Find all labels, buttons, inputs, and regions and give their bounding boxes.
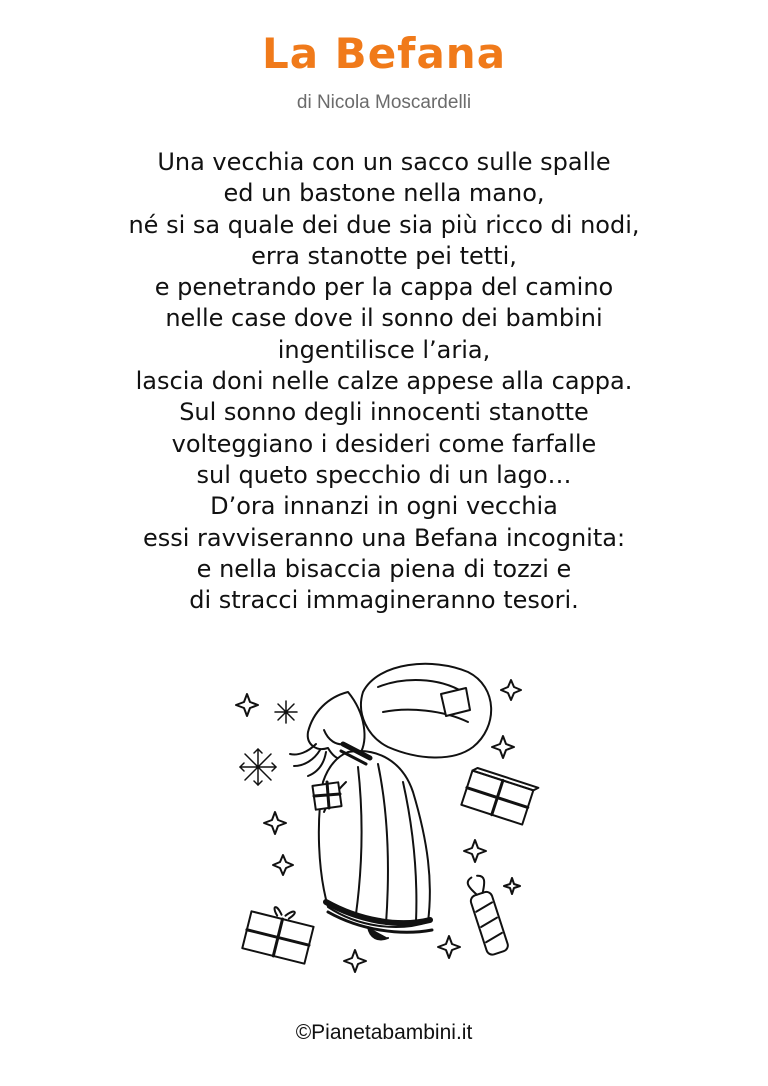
poem-author: di Nicola Moscardelli bbox=[296, 92, 472, 113]
poem-line: erra stanotte pei tetti, bbox=[251, 241, 517, 270]
poem-line: e nella bisaccia piena di tozzi e bbox=[196, 554, 572, 583]
poem-line: e penetrando per la cappa del camino bbox=[154, 273, 614, 302]
poem-body bbox=[0, 147, 768, 616]
poem-line: Una vecchia con un sacco sulle spalle bbox=[157, 148, 611, 176]
poem-line: di stracci immagineranno tesori. bbox=[189, 586, 579, 615]
befana-flying-icon bbox=[228, 652, 548, 982]
poem-line: lascia doni nelle calze appese alla cappa. bbox=[135, 367, 633, 396]
poem-line: D’ora innanzi in ogni vecchia bbox=[210, 492, 558, 521]
poem-line: ingentilisce l’aria, bbox=[277, 335, 491, 364]
poem-line: sul queto specchio di un lago… bbox=[196, 460, 572, 489]
poem-title: La Befana bbox=[261, 29, 507, 78]
poem-line: Sul sonno degli innocenti stanotte bbox=[179, 398, 589, 427]
poem-line: volteggiano i desideri come farfalle bbox=[171, 429, 597, 458]
copyright-footer: ©Pianetabambini.it bbox=[295, 1021, 473, 1044]
poem-line: essi ravviseranno una Befana incognita: bbox=[142, 523, 626, 552]
poem-line: né si sa quale dei due sia più ricco di nodi, bbox=[128, 210, 640, 239]
poem-line: nelle case dove il sonno dei bambini bbox=[165, 304, 603, 333]
poem-line: ed un bastone nella mano, bbox=[223, 179, 545, 208]
